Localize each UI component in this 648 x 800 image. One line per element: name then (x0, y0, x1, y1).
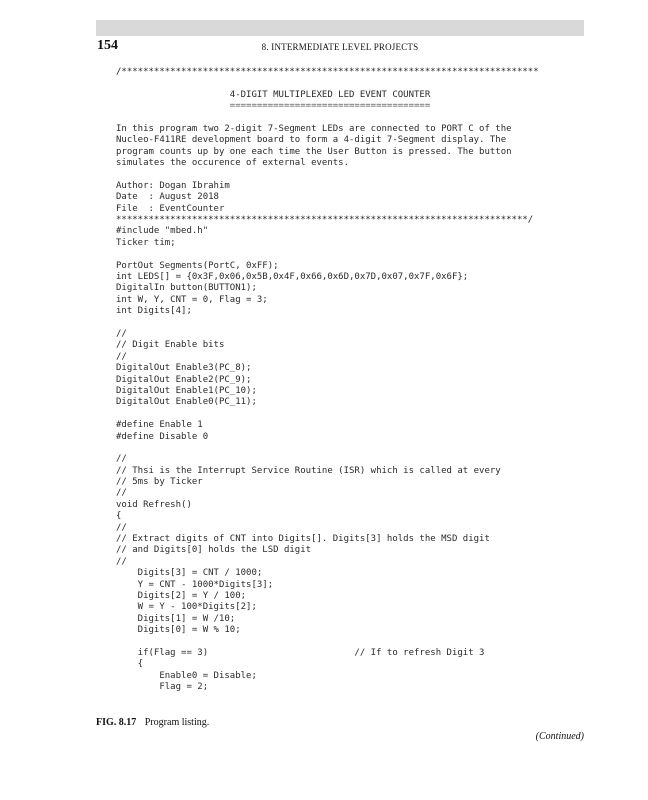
code-line: Enable0 = Disable; (116, 670, 257, 681)
code-line: ===================================== (116, 101, 431, 112)
code-line: File : EventCounter (116, 203, 225, 214)
code-line: // (116, 351, 127, 362)
code-line: Digits[2] = Y / 100; (116, 590, 247, 601)
code-line: // (116, 488, 127, 499)
code-line: if(Flag == 3) // If to refresh Digit 3 (116, 647, 485, 658)
code-line: // (116, 522, 127, 533)
code-line: { (116, 659, 144, 670)
code-line: // Extract digits of CNT into Digits[]. Digits[3] holds the MSD digit (116, 534, 490, 545)
code-line: { (116, 511, 122, 522)
code-line: Ticker tim; (116, 237, 176, 248)
code-line (116, 78, 586, 89)
code-line: void Refresh() (116, 499, 192, 510)
code-line: // 5ms by Ticker (116, 477, 203, 488)
program-listing (116, 67, 586, 693)
code-line: program counts up by one each time the User Button is pressed. The button (116, 146, 512, 157)
figure-caption-text: Program listing. (144, 717, 210, 728)
page-number: 154 (97, 38, 118, 53)
code-line: // Digit Enable bits (116, 340, 225, 351)
code-line: ****************************************************************************/ (116, 215, 534, 226)
code-line: Nucleo-F411RE development board to form a 4-digit 7-Segment display. The (116, 135, 507, 146)
code-line: int LEDS[] = {0x3F,0x06,0x5B,0x4F,0x66,0x6D,0x7D,0x07,0x7F,0x6F}; (116, 272, 469, 283)
code-line: DigitalOut Enable1(PC_10); (116, 385, 257, 396)
code-line: Date : August 2018 (116, 192, 219, 203)
continued-note: (Continued) (535, 731, 584, 742)
code-line (116, 409, 586, 420)
code-line: int W, Y, CNT = 0, Flag = 3; (116, 294, 268, 305)
code-line: DigitalOut Enable0(PC_11); (116, 397, 257, 408)
code-line: // (116, 328, 127, 339)
code-line: Digits[0] = W % 10; (116, 625, 241, 636)
code-line: #define Disable 0 (116, 431, 209, 442)
code-line: // Thsi is the Interrupt Service Routine (ISR) which is called at every (116, 465, 501, 476)
code-line: Digits[1] = W /10; (116, 613, 236, 624)
code-line: DigitalOut Enable3(PC_8); (116, 363, 252, 374)
code-line: Digits[3] = CNT / 1000; (116, 568, 263, 579)
code-line: #define Enable 1 (116, 420, 203, 431)
code-line: W = Y - 100*Digits[2]; (116, 602, 257, 613)
code-line: #include "mbed.h" (116, 226, 209, 237)
code-line (116, 113, 586, 124)
code-line: /***************************************************************************** (116, 67, 539, 77)
code-line (116, 443, 586, 454)
code-line: In this program two 2-digit 7-Segment LEDs are connected to PORT C of the (116, 123, 512, 134)
code-line: simulates the occurence of external events. (116, 158, 349, 169)
code-line (116, 318, 586, 329)
code-line: DigitalOut Enable2(PC_9); (116, 374, 252, 385)
code-line: DigitalIn button(BUTTON1); (116, 283, 257, 294)
code-line: 4-DIGIT MULTIPLEXED LED EVENT COUNTER (116, 89, 431, 100)
code-line: // (116, 454, 127, 465)
code-line: Y = CNT - 1000*Digits[3]; (116, 579, 274, 590)
header-bar (96, 20, 584, 36)
figure-label: FIG. 8.17 (96, 717, 137, 728)
running-head: 8. INTERMEDIATE LEVEL PROJECTS (261, 42, 419, 52)
code-line (116, 170, 586, 181)
figure-caption (96, 717, 209, 728)
code-line (116, 637, 586, 648)
code-line: Author: Dogan Ibrahim (116, 180, 230, 191)
code-line: int Digits[4]; (116, 306, 192, 317)
code-line: // (116, 556, 127, 567)
code-line: PortOut Segments(PortC, 0xFF); (116, 260, 279, 271)
code-line: // and Digits[0] holds the LSD digit (116, 545, 312, 556)
code-line: Flag = 2; (116, 682, 209, 693)
code-line (116, 249, 586, 260)
